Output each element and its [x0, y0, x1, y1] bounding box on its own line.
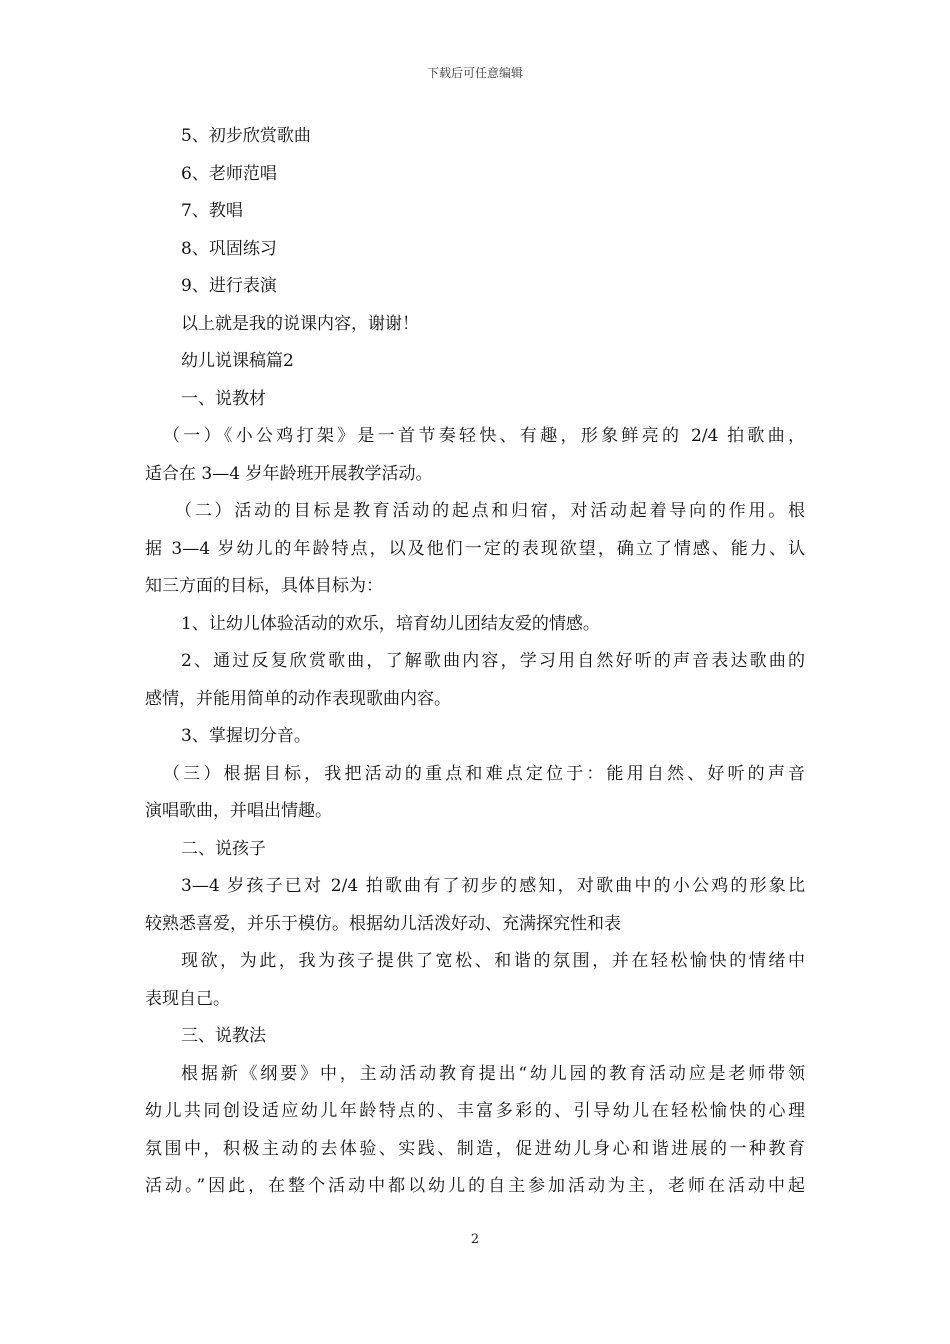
- text-line: 幼儿共同创设适应幼儿年龄特点的、丰富多彩的、引导幼儿在轻松愉快的心理: [145, 1101, 805, 1121]
- text-line: 根据新《纲要》中，主动活动教育提出“幼儿园的教育活动应是老师带领: [181, 1063, 805, 1084]
- section-heading: 一、说教材: [181, 388, 266, 409]
- text-line: 感情，并能用简单的动作表现歌曲内容。: [145, 688, 451, 709]
- text-line: 较熟悉喜爱，并乐于模仿。根据幼儿活泼好动、充满探究性和表: [145, 913, 621, 934]
- page-header: 下载后可任意编辑: [426, 66, 523, 80]
- text-line: 据 3—4 岁幼儿的年龄特点，以及他们一定的表现欲望，确立了情感、能力、认: [145, 538, 805, 559]
- text-line: 活动。”因此，在整个活动中都以幼儿的自主参加活动为主，老师在活动中起: [145, 1176, 805, 1196]
- section-title: 幼儿说课稿篇2: [181, 351, 294, 371]
- section-heading: 三、说教法: [181, 1026, 266, 1046]
- text-line: （二）活动的目标是教育活动的起点和归宿，对活动起着导向的作用。根: [175, 501, 805, 521]
- document-body: [145, 118, 805, 1206]
- text-line: 氛围中，积极主动的去体验、实践、制造，促进幼儿身心和谐进展的一种教育: [145, 1138, 805, 1159]
- text-line: 知三方面的目标，具体目标为：: [145, 576, 383, 596]
- text-line: 适合在 3—4 岁年龄班开展教学活动。: [145, 463, 433, 484]
- text-line: 6、老师范唱: [181, 163, 277, 184]
- text-line: 5、初步欣赏歌曲: [181, 126, 311, 146]
- text-line: 以上就是我的说课内容，谢谢！: [181, 313, 419, 334]
- section-heading: 二、说孩子: [181, 838, 266, 859]
- text-line: （三）根据目标，我把活动的重点和难点定位于：能用自然、好听的声音: [163, 763, 805, 784]
- text-line: 8、巩固练习: [181, 238, 277, 259]
- text-line: 7、教唱: [181, 201, 243, 221]
- text-line: 9、进行表演: [181, 276, 277, 296]
- text-line: 3—4 岁孩子已对 2/4 拍歌曲有了初步的感知，对歌曲中的小公鸡的形象比: [181, 876, 805, 896]
- text-line: 2、通过反复欣赏歌曲，了解歌曲内容，学习用自然好听的声音表达歌曲的: [181, 651, 805, 671]
- text-line: 3、掌握切分音。: [181, 726, 311, 746]
- text-line: 表现自己。: [145, 988, 230, 1009]
- text-line: 现欲，为此，我为孩子提供了宽松、和谐的氛围，并在轻松愉快的情绪中: [181, 951, 805, 971]
- page-number: 2: [470, 1232, 480, 1247]
- text-line: 演唱歌曲，并唱出情趣。: [145, 801, 332, 821]
- text-line: （一）《小公鸡打架》是一首节奏轻快、有趣，形象鲜亮的 2/4 拍歌曲，: [163, 426, 805, 446]
- text-line: 1、让幼儿体验活动的欢乐，培育幼儿团结友爱的情感。: [181, 613, 600, 634]
